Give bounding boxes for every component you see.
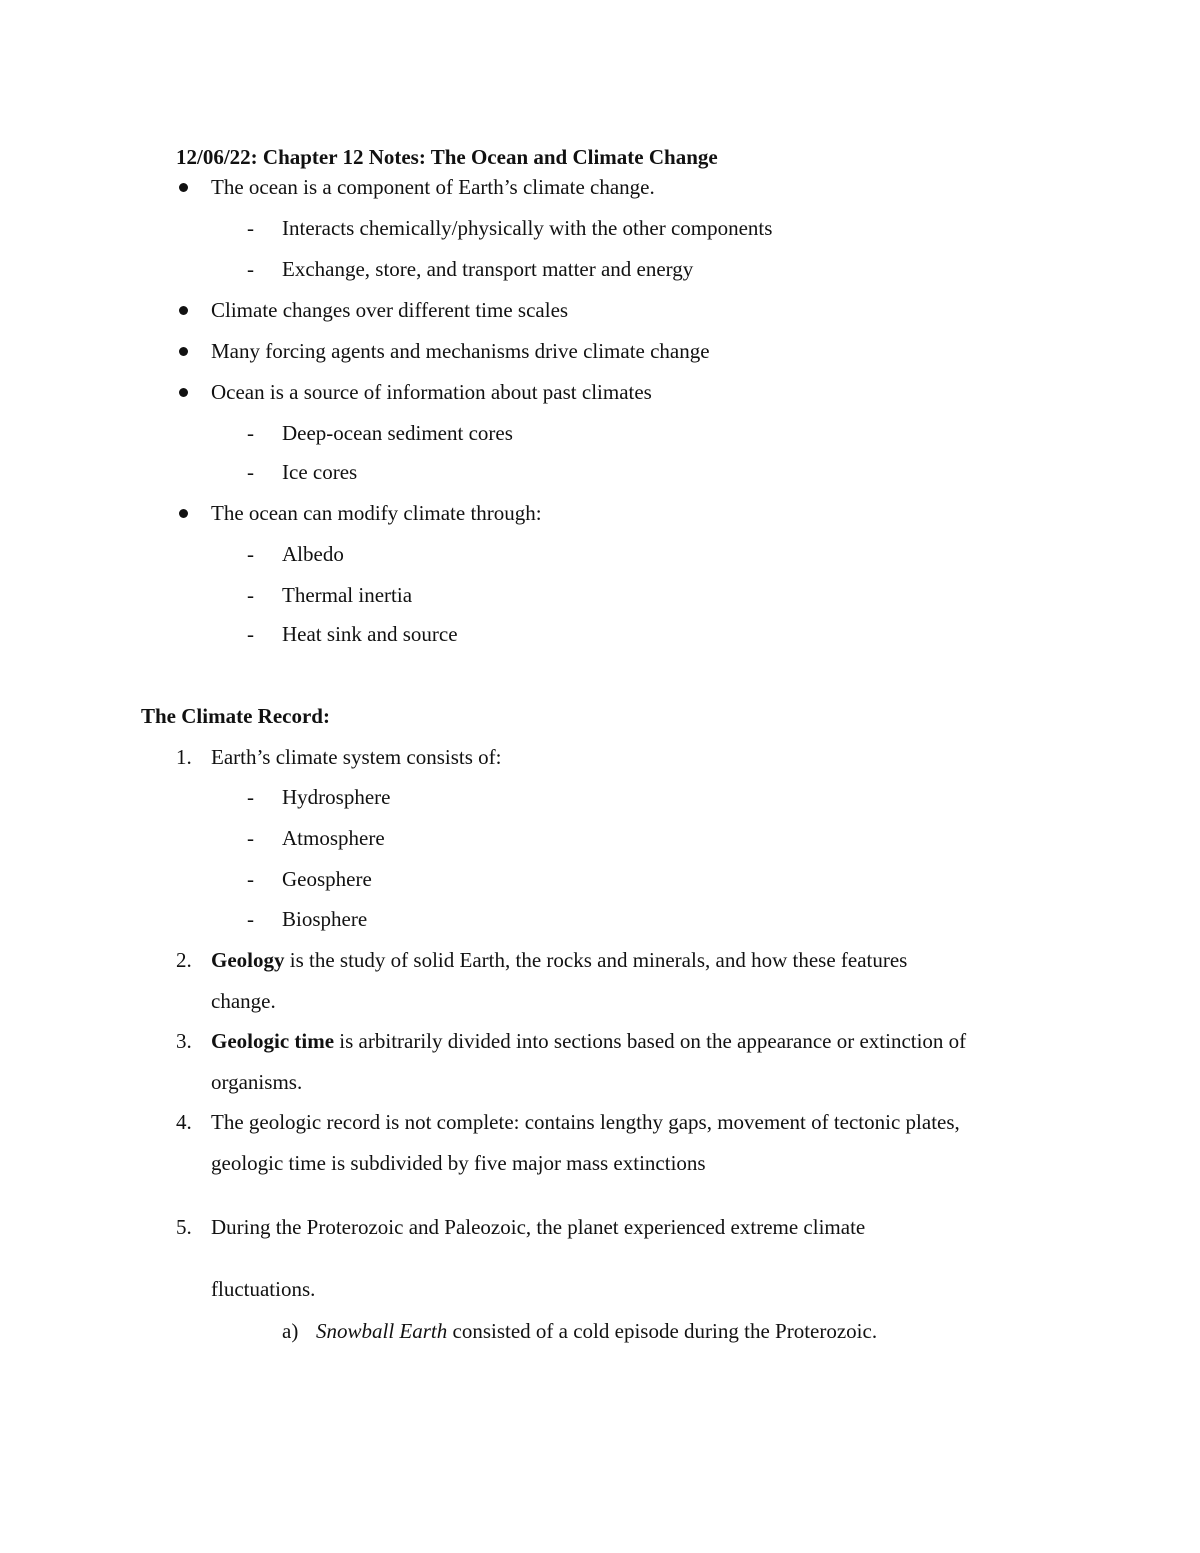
page-title: 12/06/22: Chapter 12 Notes: The Ocean and Climate Change — [176, 145, 718, 169]
list-number: 1. — [176, 745, 192, 769]
dash-marker: - — [247, 907, 254, 931]
sub-list-text: consisted of a cold episode during the Proterozoic. — [447, 1319, 878, 1343]
list-item-continuation: geologic time is subdivided by five major mass extinctions — [211, 1151, 706, 1175]
sub-item: Exchange, store, and transport matter and energy — [282, 257, 694, 281]
bullet-icon — [179, 509, 188, 518]
dash-marker: - — [247, 216, 254, 240]
list-item: The geologic record is not complete: contains lengthy gaps, movement of tectonic plates, — [211, 1110, 960, 1134]
dash-marker: - — [247, 867, 254, 891]
list-item-continuation: change. — [211, 989, 276, 1013]
list-item: During the Proterozoic and Paleozoic, the planet experienced extreme climate — [211, 1215, 866, 1239]
bold-term: Geology — [211, 948, 285, 972]
sub-list-item — [316, 1318, 877, 1344]
sub-item: Deep-ocean sediment cores — [282, 421, 513, 445]
list-number: 2. — [176, 948, 192, 972]
bold-term: Geologic time — [211, 1029, 335, 1053]
sub-item: Biosphere — [282, 907, 368, 931]
bullet-icon — [179, 183, 188, 192]
italic-term: Snowball Earth — [316, 1319, 448, 1343]
dash-marker: - — [247, 785, 254, 809]
list-number: 3. — [176, 1029, 192, 1053]
bullet-icon — [179, 388, 188, 397]
dash-marker: - — [247, 460, 254, 484]
list-item: Earth’s climate system consists of: — [211, 745, 502, 769]
list-item-continuation: organisms. — [211, 1070, 303, 1094]
sub-list-label: a) — [282, 1319, 299, 1343]
bullet-item: Ocean is a source of information about past climates — [211, 380, 652, 404]
sub-item: Interacts chemically/physically with the other components — [282, 216, 773, 240]
list-item-continuation: fluctuations. — [211, 1277, 316, 1301]
list-item-text: is arbitrarily divided into sections based on the appearance or extinction of — [334, 1029, 967, 1053]
list-item — [211, 1028, 966, 1054]
section-heading: The Climate Record: — [141, 704, 330, 728]
sub-item: Heat sink and source — [282, 622, 458, 646]
bullet-item: The ocean can modify climate through: — [211, 501, 542, 525]
sub-item: Atmosphere — [282, 826, 385, 850]
sub-item: Ice cores — [282, 460, 358, 484]
bullet-item: The ocean is a component of Earth’s climate change. — [211, 175, 655, 199]
sub-item: Thermal inertia — [282, 583, 413, 607]
dash-marker: - — [247, 622, 254, 646]
bullet-item: Many forcing agents and mechanisms drive climate change — [211, 339, 710, 363]
sub-item: Hydrosphere — [282, 785, 391, 809]
bullet-item: Climate changes over different time scales — [211, 298, 569, 322]
dash-marker: - — [247, 583, 254, 607]
list-item-text: is the study of solid Earth, the rocks and minerals, and how these features — [284, 948, 908, 972]
dash-marker: - — [247, 421, 254, 445]
sub-item: Geosphere — [282, 867, 372, 891]
sub-item: Albedo — [282, 542, 344, 566]
bullet-icon — [179, 306, 188, 315]
bullet-icon — [179, 347, 188, 356]
dash-marker: - — [247, 826, 254, 850]
list-item — [211, 947, 907, 973]
list-number: 5. — [176, 1215, 192, 1239]
dash-marker: - — [247, 257, 254, 281]
dash-marker: - — [247, 542, 254, 566]
list-number: 4. — [176, 1110, 192, 1134]
